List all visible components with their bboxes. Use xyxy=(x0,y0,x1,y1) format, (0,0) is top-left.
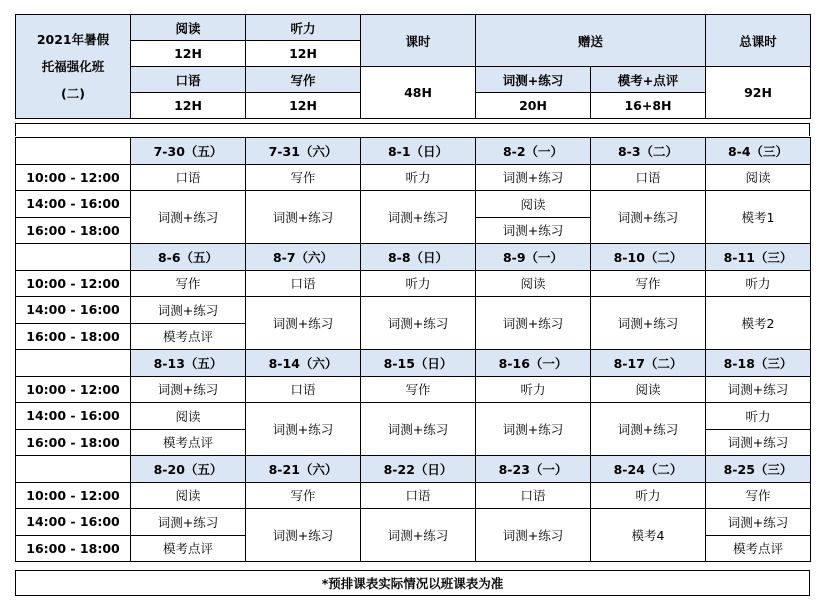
day-header: 8-4（三） xyxy=(706,138,811,165)
time-slot-label: 14:00 - 16:00 xyxy=(16,191,131,218)
session-cell: 写作 xyxy=(361,376,476,403)
morning-row xyxy=(16,482,811,509)
session-cell: 模考2 xyxy=(706,297,811,350)
day-header: 8-3（二） xyxy=(591,138,706,165)
session-cell: 词测+练习 xyxy=(476,297,591,350)
session-cell: 口语 xyxy=(476,482,591,509)
session-cell: 听力 xyxy=(706,403,811,430)
session-cell: 听力 xyxy=(361,164,476,191)
time-slot-label: 14:00 - 16:00 xyxy=(16,403,131,430)
session-cell: 模考1 xyxy=(706,191,811,244)
day-header: 8-16（一） xyxy=(476,350,591,377)
session-cell: 口语 xyxy=(361,482,476,509)
session-cell: 阅读 xyxy=(476,270,591,297)
session-cell: 词测+练习 xyxy=(361,191,476,244)
blank-cell xyxy=(16,244,131,271)
session-cell: 听力 xyxy=(361,270,476,297)
session-cell: 词测+练习 xyxy=(131,376,246,403)
day-header: 8-21（六） xyxy=(246,456,361,483)
section-divider xyxy=(15,123,810,136)
day-header: 8-17（二） xyxy=(591,350,706,377)
time-slot-label: 10:00 - 12:00 xyxy=(16,482,131,509)
session-cell: 词测+练习 xyxy=(131,297,246,324)
bonus-item-hours: 16+8H xyxy=(591,93,706,119)
session-cell: 词测+练习 xyxy=(246,191,361,244)
subject-speaking-hours: 12H xyxy=(131,93,246,119)
time-slot-label: 16:00 - 18:00 xyxy=(16,217,131,244)
afternoon-row xyxy=(16,509,811,536)
session-cell: 写作 xyxy=(246,164,361,191)
morning-row xyxy=(16,270,811,297)
blank-cell xyxy=(16,456,131,483)
footnote: *预排课表实际情况以班课表为准 xyxy=(15,570,810,596)
session-cell: 词测+练习 xyxy=(476,217,591,244)
session-cell: 听力 xyxy=(706,270,811,297)
time-slot-label: 14:00 - 16:00 xyxy=(16,509,131,536)
day-header: 8-13（五） xyxy=(131,350,246,377)
afternoon-row xyxy=(16,403,811,430)
morning-row xyxy=(16,376,811,403)
day-header: 8-2（一） xyxy=(476,138,591,165)
afternoon-row xyxy=(16,297,811,324)
course-title: 2021年暑假 托福强化班 (二) xyxy=(16,15,131,119)
session-cell: 写作 xyxy=(131,270,246,297)
session-cell: 词测+练习 xyxy=(591,297,706,350)
session-cell: 口语 xyxy=(591,164,706,191)
session-cell: 模考点评 xyxy=(131,429,246,456)
time-slot-label: 10:00 - 12:00 xyxy=(16,376,131,403)
session-cell: 模考点评 xyxy=(706,535,811,562)
subject-writing-hours: 12H xyxy=(246,93,361,119)
class-hours-label: 课时 xyxy=(361,15,476,67)
day-header: 8-25（三） xyxy=(706,456,811,483)
bonus-item-label: 词测+练习 xyxy=(476,67,591,93)
session-cell: 词测+练习 xyxy=(131,191,246,244)
session-cell: 阅读 xyxy=(131,482,246,509)
session-cell: 口语 xyxy=(246,376,361,403)
session-cell: 阅读 xyxy=(706,164,811,191)
subject-listening-hours: 12H xyxy=(246,41,361,67)
session-cell: 词测+练习 xyxy=(476,403,591,456)
session-cell: 模考点评 xyxy=(131,535,246,562)
session-cell: 词测+练习 xyxy=(706,429,811,456)
day-header: 8-11（三） xyxy=(706,244,811,271)
time-slot-label: 10:00 - 12:00 xyxy=(16,164,131,191)
bonus-label: 赠送 xyxy=(476,15,706,67)
time-slot-label: 10:00 - 12:00 xyxy=(16,270,131,297)
session-cell: 模考点评 xyxy=(131,323,246,350)
session-cell: 词测+练习 xyxy=(361,403,476,456)
session-cell: 阅读 xyxy=(591,376,706,403)
total-hours-value: 92H xyxy=(706,67,811,119)
day-header: 8-1（日） xyxy=(361,138,476,165)
session-cell: 写作 xyxy=(246,482,361,509)
session-cell: 词测+练习 xyxy=(476,509,591,562)
time-slot-label: 16:00 - 18:00 xyxy=(16,535,131,562)
day-header: 8-20（五） xyxy=(131,456,246,483)
day-header: 7-30（五） xyxy=(131,138,246,165)
session-cell: 词测+练习 xyxy=(361,297,476,350)
class-hours-value: 48H xyxy=(361,67,476,119)
afternoon-row xyxy=(16,191,811,218)
subject-speaking-label: 口语 xyxy=(131,67,246,93)
day-header: 8-6（五） xyxy=(131,244,246,271)
day-header: 8-18（三） xyxy=(706,350,811,377)
session-cell: 词测+练习 xyxy=(591,403,706,456)
session-cell: 词测+练习 xyxy=(131,509,246,536)
blank-cell xyxy=(16,138,131,165)
day-header: 8-22（日） xyxy=(361,456,476,483)
session-cell: 词测+练习 xyxy=(246,509,361,562)
week-header-row xyxy=(16,138,811,165)
day-header: 8-14（六） xyxy=(246,350,361,377)
morning-row xyxy=(16,164,811,191)
subject-listening-label: 听力 xyxy=(246,15,361,41)
bonus-item-label: 模考+点评 xyxy=(591,67,706,93)
session-cell: 口语 xyxy=(131,164,246,191)
schedule-table xyxy=(15,137,811,562)
day-header: 8-15（日） xyxy=(361,350,476,377)
day-header: 8-8（日） xyxy=(361,244,476,271)
day-header: 8-9（一） xyxy=(476,244,591,271)
day-header: 7-31（六） xyxy=(246,138,361,165)
week-header-row xyxy=(16,350,811,377)
subject-writing-label: 写作 xyxy=(246,67,361,93)
session-cell: 阅读 xyxy=(476,191,591,218)
session-cell: 词测+练习 xyxy=(476,164,591,191)
time-slot-label: 16:00 - 18:00 xyxy=(16,429,131,456)
session-cell: 词测+练习 xyxy=(706,509,811,536)
session-cell: 模考4 xyxy=(591,509,706,562)
session-cell: 词测+练习 xyxy=(361,509,476,562)
session-cell: 词测+练习 xyxy=(246,403,361,456)
session-cell: 听力 xyxy=(591,482,706,509)
day-header: 8-24（二） xyxy=(591,456,706,483)
subject-reading-label: 阅读 xyxy=(131,15,246,41)
session-cell: 词测+练习 xyxy=(591,191,706,244)
day-header: 8-7（六） xyxy=(246,244,361,271)
bonus-item-hours: 20H xyxy=(476,93,591,119)
time-slot-label: 14:00 - 16:00 xyxy=(16,297,131,324)
session-cell: 写作 xyxy=(706,482,811,509)
session-cell: 阅读 xyxy=(131,403,246,430)
subject-reading-hours: 12H xyxy=(131,41,246,67)
day-header: 8-23（一） xyxy=(476,456,591,483)
blank-cell xyxy=(16,350,131,377)
total-hours-label: 总课时 xyxy=(706,15,811,67)
course-summary-table xyxy=(15,14,811,119)
week-header-row xyxy=(16,244,811,271)
week-header-row xyxy=(16,456,811,483)
session-cell: 听力 xyxy=(476,376,591,403)
session-cell: 写作 xyxy=(591,270,706,297)
session-cell: 词测+练习 xyxy=(706,376,811,403)
time-slot-label: 16:00 - 18:00 xyxy=(16,323,131,350)
day-header: 8-10（二） xyxy=(591,244,706,271)
session-cell: 词测+练习 xyxy=(246,297,361,350)
session-cell: 口语 xyxy=(246,270,361,297)
